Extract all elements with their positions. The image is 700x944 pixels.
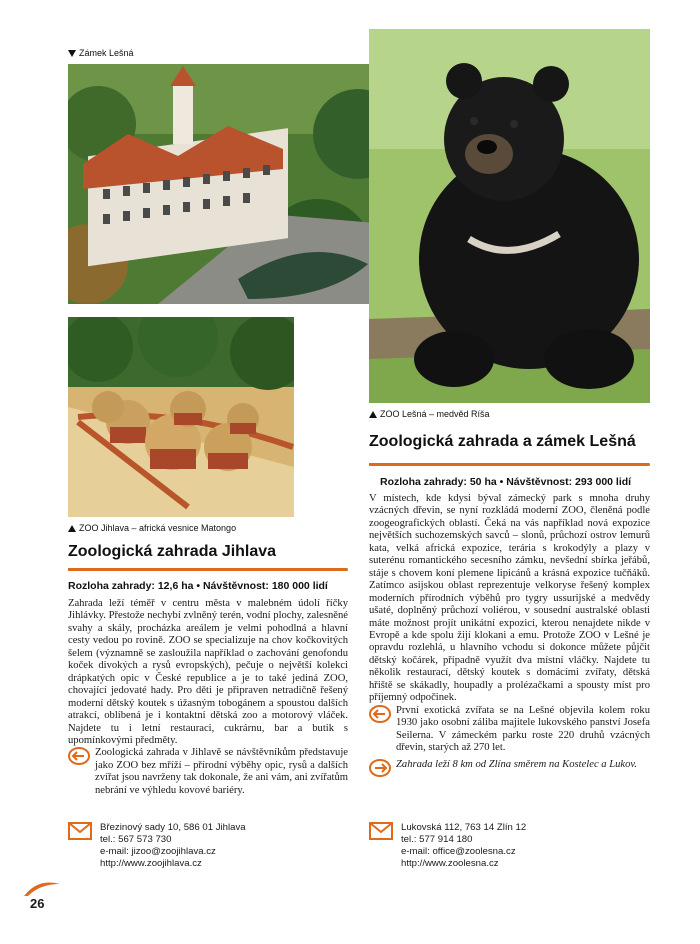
swoosh-icon: [22, 876, 62, 898]
lesna-directions: Zahrada leží 8 km od Zlína směrem na Kostelec a Lukov.: [369, 759, 650, 777]
lesna-note: První exotická zvířata se na Lešné objevila kolem roku 1930 jako osobní záliba majitele lukovského panství Josefa Seilerna. V zámeckém parku roste 220 druhů vzácných dřevin, starých až 270 let.: [369, 705, 650, 755]
triangle-up-icon: [369, 411, 377, 418]
lesna-web[interactable]: http://www.zoolesna.cz: [401, 858, 499, 869]
castle-caption: Zámek Lešná: [68, 48, 134, 58]
lesna-contact: [369, 822, 526, 870]
castle-photo: [68, 64, 391, 304]
jihlava-contact: [68, 822, 246, 870]
lesna-tel: tel.: 577 914 180: [401, 834, 473, 845]
envelope-icon: [369, 822, 393, 840]
lesna-address: Lukovská 112, 763 14 Zlín 12: [401, 822, 527, 833]
page-number: 26: [30, 896, 45, 911]
jihlava-rule: [68, 568, 348, 571]
bear-caption: ZOO Lešná – medvěd Ríša: [369, 409, 490, 419]
lesna-rule: [369, 463, 650, 466]
jihlava-email[interactable]: e-mail: jizoo@zoojihlava.cz: [100, 846, 216, 857]
jihlava-tel: tel.: 567 573 730: [100, 834, 172, 845]
envelope-icon: [68, 822, 92, 840]
lesna-email[interactable]: e-mail: office@zoolesna.cz: [401, 846, 516, 857]
jihlava-stats: Rozloha zahrady: 12,6 ha • Návštěvnost: 180 000 lidí: [68, 580, 328, 592]
village-photo: [68, 317, 294, 517]
triangle-up-icon: [68, 525, 76, 532]
orange-arrow-icon: [369, 705, 391, 723]
lesna-text: V místech, kde kdysi býval zámecký park s mnoha druhy vzácných dřevin, se nyní rozkládá moderní ZOO, členěná podle zoogeografických oblastí. Čeká na vás například nová expozice největších suchozemských savců – slonů, průchozí ostrov lemurů kata, velká africká expozice, terária s krokodýly a plazy v suterénu romantického secesního zámku, nevšední sbírka jeřábů, stáje s chovem koní plemene lipicánů a krásná expozice tučňáků. Zatímco asijskou oblast reprezentuje velkoryse řešený komplex moderních přírodních výběhů pro tygry ussurijské a medvědy ušaté, doplněný průchozí voliérou, v sousední australské oblasti máte možnost projít unikátní expozicí, kterou nenajdete nikde v Evropě a kde spolu žijí klokani a emu. Protože ZOO v Lešné je opravdu rozlehlá, u hlavního vchodu si dokonce můžete půjčit dětský kočárek, případně využít dva místní vláčky. Najdete tu několik restaurací, dětský koutek s domácími zvířaty, dětská hřiště se skákadly, houpadly a prolézačkami a spousty míst pro příjemný odpočinek.: [369, 493, 650, 704]
jihlava-web[interactable]: http://www.zoojihlava.cz: [100, 858, 202, 869]
orange-arrow-icon: [68, 747, 90, 765]
bear-photo: [369, 29, 650, 403]
jihlava-text: Zahrada leží téměř v centru města v malebném údolí říčky Jihlávky. Přestože nechybí zvlněný terén, vodní plochy, zalesněné svahy a skály, procházka areálem je velmi pohodlná a hlavní cesty vedou po rovině. ZOO se specializuje na chov kočkovitých šelem (významně se zasloužila například o zachování genofondu koček divokých a rysů evropských), pečuje o největší kolekci drápkatých opic v České republice a je to také jediná ZOO, chovající jedovaté hady. Pro děti je připraven netradičně řešený moderní dětský koutek s úžasným tobogánem a spoustou dalších atrakcí, oblíbená je i kontaktní dětská zoo a motorový vláček. Najdete tu i letní restauraci, cukrárnu, bar a butik s upomínkovými předměty.: [68, 598, 348, 746]
jihlava-title: Zoologická zahrada Jihlava: [68, 543, 277, 560]
lesna-stats: Rozloha zahrady: 50 ha • Návštěvnost: 293 000 lidí: [380, 476, 632, 488]
village-caption: ZOO Jihlava – africká vesnice Matongo: [68, 523, 236, 533]
lesna-title: Zoologická zahrada a zámek Lešná: [369, 433, 636, 450]
triangle-down-icon: [68, 50, 76, 57]
jihlava-body: [68, 598, 348, 797]
jihlava-address: Březinový sady 10, 586 01 Jihlava: [100, 822, 246, 833]
jihlava-note: Zoologická zahrada v Jihlavě se návštěvníkům představuje jako ZOO bez mříží – přírodní výběhy opic, rysů a dalších zvířat jsou navrženy tak dokonale, že ani vám, ani zvířatům nebrání ve výhledu kovové bariéry.: [68, 747, 348, 797]
lesna-body: [369, 493, 650, 777]
orange-arrow-icon: [369, 759, 391, 777]
